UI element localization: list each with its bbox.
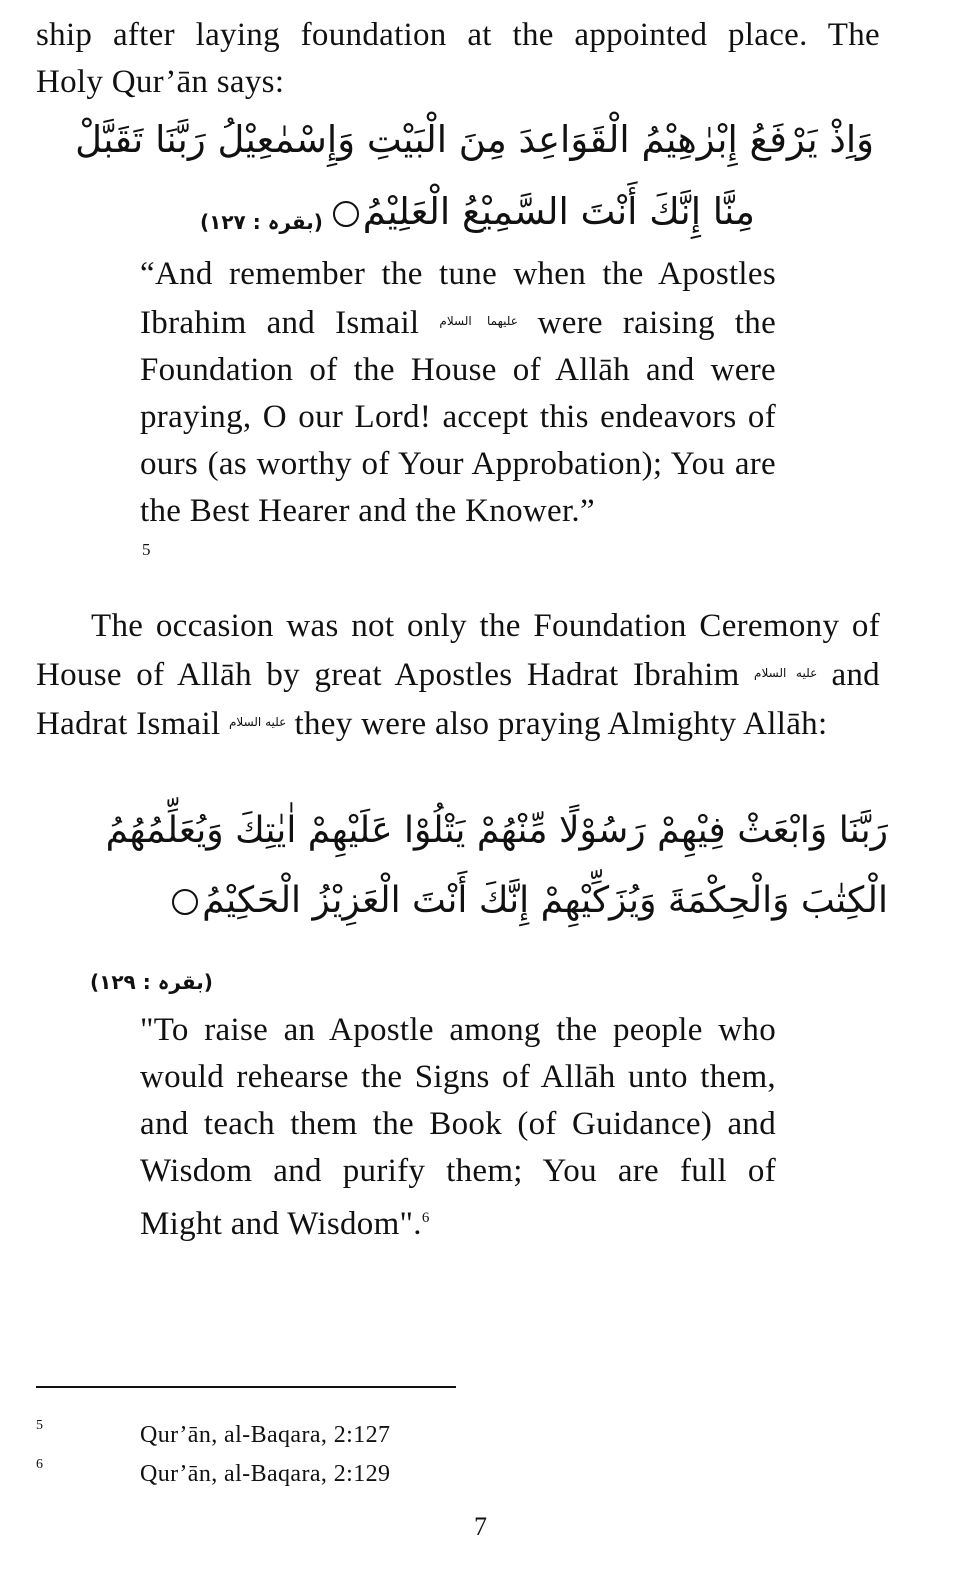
- paragraph-text-a: The occasion was not only the Foundation Ceremony of House of Allāh by great Apostles Hadrat Ibrahim: [36, 608, 880, 693]
- verse-2-footnote-mark: 6: [421, 1210, 430, 1226]
- verse-1-reference: (بقرہ : ۱۲۷): [200, 210, 323, 234]
- verse-1-footnote-mark: 5: [142, 540, 151, 559]
- intro-line-2: Holy Qur’ān says:: [36, 64, 285, 100]
- page-number: 7: [474, 1512, 487, 1541]
- verse-2-arabic-line-1: رَبَّنَا وَابْعَثْ فِيْهِمْ رَسُوْلًا مِّنْهُمْ يَتْلُوْا عَلَيْهِمْ اٰيٰتِكَ وَيُعَلِّمُهُمُ: [105, 810, 888, 851]
- intro-line-1: ship after laying foundation at the appointed place. The: [36, 17, 880, 53]
- verse-1-translation-cont: were raising the Foundation of the House of Allāh and were praying, O our Lord! accept this endeavors of ours (as worthy of Your Approbation); You are the Best Hearer and the Knower.”: [140, 305, 777, 529]
- verse-2-arabic-line-2-text: الْكِتٰبَ وَالْحِكْمَةَ وَيُزَكِّيْهِمْ إِنَّكَ أَنْتَ الْعَزِيْزُ الْحَكِيْمُ: [202, 880, 888, 921]
- ayah-end-icon: [172, 889, 198, 915]
- footnote-divider: [36, 1386, 456, 1388]
- paragraph-text-b: and Hadrat Ismail: [36, 657, 880, 742]
- body-paragraph: [36, 603, 880, 748]
- verse-2-translation-text: "To raise an Apostle among the people who would rehearse the Signs of Allāh unto them, and teach them the Book (of Guidance) and Wisdom and purify them; You are full of Might and Wisdom".: [140, 1012, 776, 1242]
- verse-2-translation: [140, 1007, 776, 1248]
- verse-1-arabic-line-2-text: مِنَّا إِنَّكَ أَنْتَ السَّمِيْعُ الْعَلِيْمُ: [362, 190, 755, 233]
- verse-2-reference: (بقرہ : ۱۲۹): [90, 970, 213, 994]
- verse-1-translation-start: “And remember the tune when the Apostles Ibrahim and Ismail: [140, 256, 776, 341]
- verse-2-arabic-line-2: [168, 880, 888, 921]
- verse-1-arabic-line-2: [329, 190, 755, 233]
- verse-1-salutation: عليهما السلام: [439, 314, 518, 328]
- paragraph-salutation-b: عليه السلام: [228, 715, 287, 729]
- footnote-6-text: Qur’ān, al-Baqara, 2:129: [140, 1461, 391, 1487]
- paragraph-salutation-a: عليه السلام: [754, 666, 818, 680]
- footnote-6-number: 6: [36, 1457, 43, 1472]
- paragraph-text-c: they were also praying Almighty Allāh:: [294, 706, 828, 742]
- ayah-end-icon: [333, 201, 359, 227]
- verse-1-translation: [140, 251, 776, 535]
- footnote-5-text: Qur’ān, al-Baqara, 2:127: [140, 1422, 391, 1448]
- footnote-5-number: 5: [36, 1418, 43, 1433]
- verse-1-arabic-line-1: وَاِذْ يَرْفَعُ إِبْرٰهِيْمُ الْقَوَاعِدَ مِنَ الْبَيْتِ وَإِسْمٰعِيْلُ رَبَّنَا تَقَبَّلْ: [75, 118, 874, 161]
